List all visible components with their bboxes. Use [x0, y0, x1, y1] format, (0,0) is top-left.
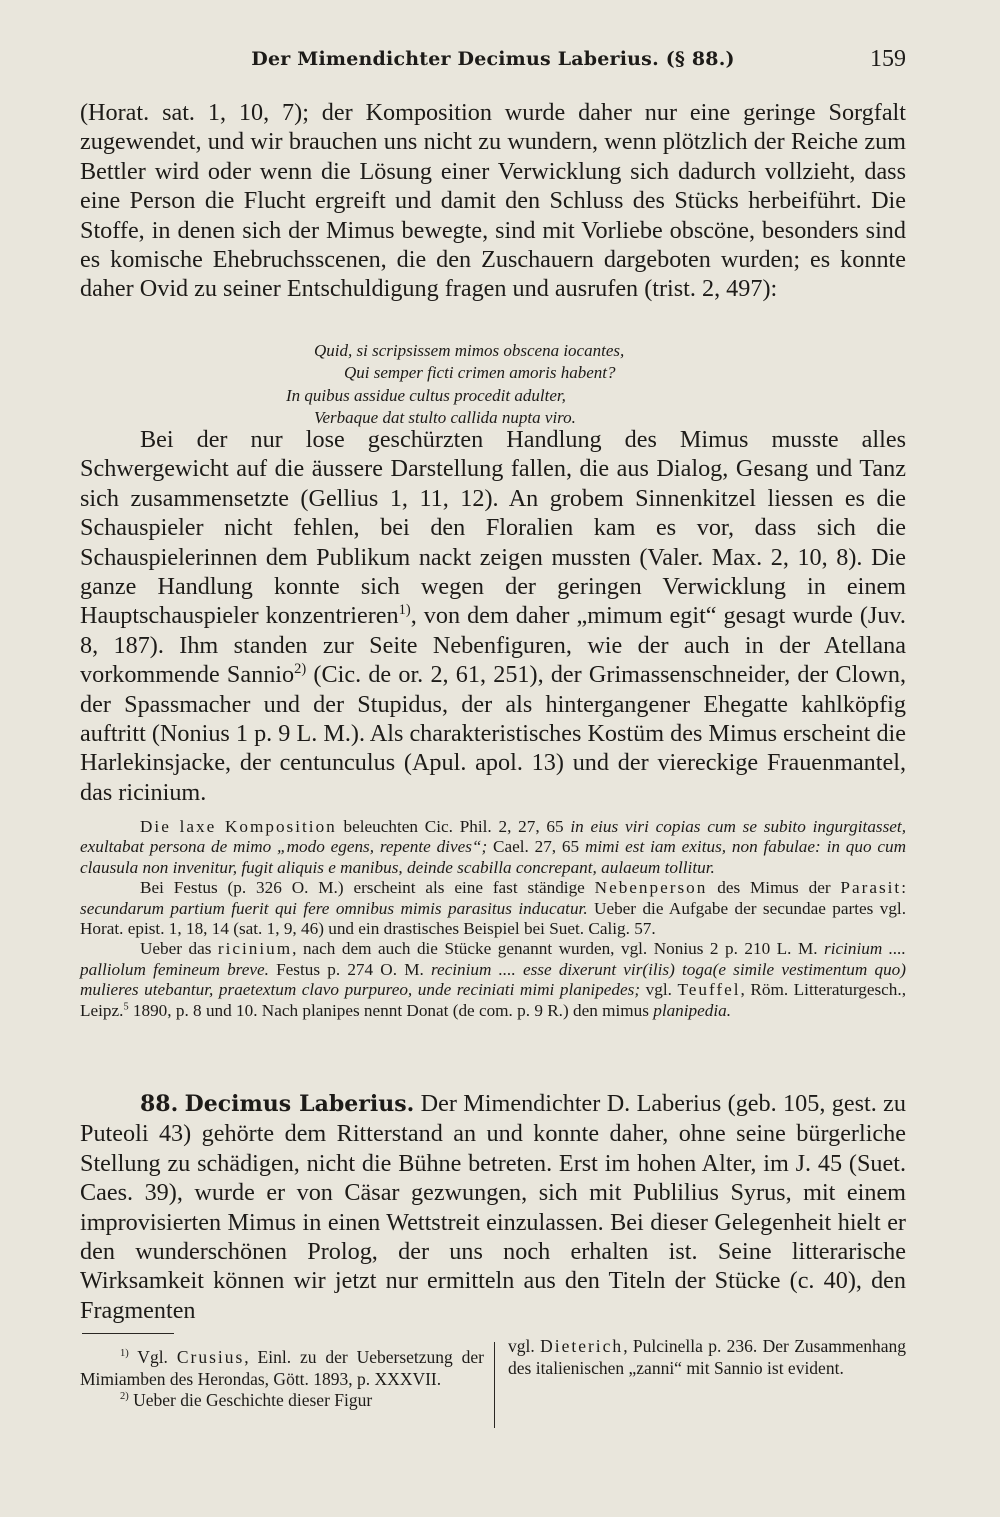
- text-run: :: [901, 878, 906, 898]
- spaced-term: Teuffel: [677, 980, 741, 1000]
- text-run: Ueber die Aufgabe der secundae partes vgl. Horat. epist. 1, 18, 14 (sat. 1, 9, 46) und ein drastisches Beispiel bei Suet. Calig. 57.: [80, 898, 906, 939]
- section-number: 88.: [140, 1091, 179, 1117]
- latin-quote: mimi est iam exitus, non fabulae: in quo cum clausula non invenitur, fugit aliquis e manibus, deinde scabilla concrepant, aulaeum tollitur.: [80, 837, 907, 877]
- text-run: vgl.: [640, 980, 678, 1000]
- small-print-notes: [80, 817, 906, 1021]
- spaced-term: Die laxe Komposition: [140, 817, 337, 836]
- edition-superscript: 5: [123, 1000, 129, 1012]
- text-run: Ueber die Geschichte dieser Figur: [128, 1390, 373, 1411]
- note-parasite: [80, 878, 906, 939]
- text-run: Vgl.: [128, 1347, 177, 1367]
- footnote-2: [80, 1390, 484, 1412]
- footnote-1: [80, 1347, 484, 1390]
- section-88: [80, 1089, 906, 1325]
- text-run: , nach dem auch die Stücke genannt wurden, vgl. Nonius 2 p. 210 L. M.: [292, 939, 825, 959]
- footnotes-right-column: [508, 1336, 906, 1379]
- footnote-ref-2: 2): [294, 661, 307, 678]
- verse-line: Qui semper ficti crimen amoris habent?: [344, 363, 616, 383]
- note-composition: [80, 817, 906, 878]
- spaced-term: Dieterich: [540, 1336, 624, 1356]
- text-run: Bei der nur lose geschürzten Handlung des Mimus musste alles Schwergewicht auf die äussere Darstellung fallen, die aus Dialog, Gesang und Tanz sich zusammensetzte (Gellius 1, 11, 12). An grobem Sinnenkitzel liessen es die Schauspieler nicht fehlen, bei den Floralien kam es vor, dass sich die Schauspielerinnen dem Publikum nackt zeigen mussten (Valer. Max. 2, 10, 8). Die ganze Handlung konnte sich wegen der geringen Verwicklung in einem Hauptschauspieler konzentrieren: [80, 426, 906, 630]
- column-divider: [494, 1342, 495, 1428]
- section-paragraph: [80, 1089, 906, 1325]
- verse-line: Verbaque dat stulto callida nupta viro.: [314, 408, 576, 428]
- text-run: , von dem daher „mimum egit“ gesagt wurde (Juv. 8, 187). Ihm standen zur Seite Nebenfiguren, wie der auch in der Atellana vorkommende Sannio: [80, 602, 906, 689]
- page-number: 159: [870, 46, 906, 72]
- running-title: Der Mimendichter Decimus Laberius. (§ 88.): [251, 48, 735, 70]
- spaced-term: Crusius: [176, 1347, 245, 1367]
- latin-quote: in eius viri copias cum se subito ingurgitasset, exultabat persona de mimo „modo egens, repente dives“;: [80, 817, 906, 857]
- text-run: Ueber das: [140, 939, 218, 959]
- text-run: , Einl. zu der Uebersetzung der Mimiamben des Herondas, Gött. 1893, p. XXXVII.: [80, 1347, 484, 1389]
- running-head: [80, 44, 906, 76]
- text-run: Festus p. 274 O. M.: [268, 959, 431, 979]
- paragraph-text: [80, 425, 906, 807]
- paragraph-mimus-composition: [80, 98, 906, 304]
- verse-line: In quibus assidue cultus procedit adulter,: [286, 385, 566, 405]
- footnote-mark: 1): [120, 1348, 129, 1360]
- spaced-term: ricinium: [217, 939, 293, 959]
- footnote-ref-1: 1): [398, 602, 411, 619]
- spaced-term: Parasit: [840, 878, 902, 898]
- text-run: beleuchten Cic. Phil. 2, 27, 65: [336, 817, 571, 836]
- text-run: Bei Festus (p. 326 O. M.) erscheint als eine fast ständige: [140, 878, 595, 898]
- footnote-2-continued: [508, 1336, 906, 1379]
- spaced-term: Nebenperson: [594, 878, 708, 898]
- footnote-mark: 2): [120, 1391, 129, 1403]
- text-run: , Pulcinella p. 236. Der Zusammenhang des italienischen „zanni“ mit Sannio ist evident.: [508, 1336, 906, 1378]
- text-run: des Mimus der: [707, 878, 841, 898]
- section-title: Decimus Laberius.: [184, 1091, 415, 1117]
- text-run: Cael. 27, 65: [487, 837, 585, 857]
- latin-quote: secundarum partium fuerit qui fere omnibus mimis parasitus inducatur.: [80, 898, 588, 918]
- latin-quote: ricinium .... palliolum femineum breve.: [80, 939, 906, 979]
- ovid-quotation: [286, 340, 726, 430]
- paragraph-text: (Horat. sat. 1, 10, 7); der Komposition wurde daher nur eine geringe Sorgfalt zugewendet, und wir brauchen uns nicht zu wundern, wenn plötzlich der Reiche zum Bettler wird oder wenn die Lösung einer Verwicklung sich dadurch vollzieht, dass eine Person die Flucht ergreift und damit den Schluss des Stücks herbeiführt. Die Stoffe, in denen sich der Mimus bewegte, sind mit Vorliebe obscöne, besonders sind es komische Ehebruchsscenen, die den Zuschauern dargeboten wurden; es konnte daher Ovid zu seiner Entschuldigung fragen und ausrufen (trist. 2, 497):: [80, 99, 906, 303]
- text-run: (Cic. de or. 2, 61, 251), der Grimassenschneider, der Clown, der Spassmacher und der Stupidus, der als hintergangener Ehegatte kahlköpfig auftritt (Nonius 1 p. 9 L. M.). Als charakteristisches Kostüm des Mimus erscheint die Harlekinsjacke, der centunculus (Apul. apol. 13) und der viereckige Frauenmantel, das ricinium.: [80, 661, 906, 806]
- section-text: Der Mimendichter D. Laberius (geb. 105, gest. zu Puteoli 43) gehörte dem Ritterstand an und konnte daher, ohne seine bürgerliche Stellung zu schädigen, nicht die Bühne betreten. Erst im hohen Alter, im J. 45 (Suet. Caes. 39), wurde er von Cäsar gezwungen, sich mit Publilius Syrus, mit einem improvisierten Mimus in einen Wettstreit einzulassen. Bei dieser Gelegenheit hielt er den wunderschönen Prolog, der uns noch erhalten ist. Seine litterarische Wirksamkeit können wir jetzt nur ermitteln aus den Titeln der Stücke (c. 40), den Fragmenten: [80, 1090, 906, 1324]
- text-run: vgl.: [508, 1336, 541, 1356]
- note-ricinium: [80, 939, 906, 1021]
- text-run: 1890, p. 8 und 10. Nach planipes nennt Donat (de com. p. 9 R.) den mimus: [128, 1000, 654, 1020]
- paragraph-mimus-performance: [80, 425, 906, 807]
- latin-quote: planipedia.: [653, 1000, 732, 1020]
- footnotes-left-column: [80, 1347, 484, 1412]
- text-run: , Röm. Litteraturgesch., Leipz.: [80, 980, 906, 1020]
- footnote-rule: [82, 1333, 174, 1334]
- verse-line: Quid, si scripsissem mimos obscena iocantes,: [314, 341, 625, 360]
- latin-quote: recinium .... esse dixerunt vir(ilis) toga(e simile vestimentum quo) mulieres utebantur, praetextum clavo purpureo, unde reciniati mimi planipedes;: [80, 959, 906, 1000]
